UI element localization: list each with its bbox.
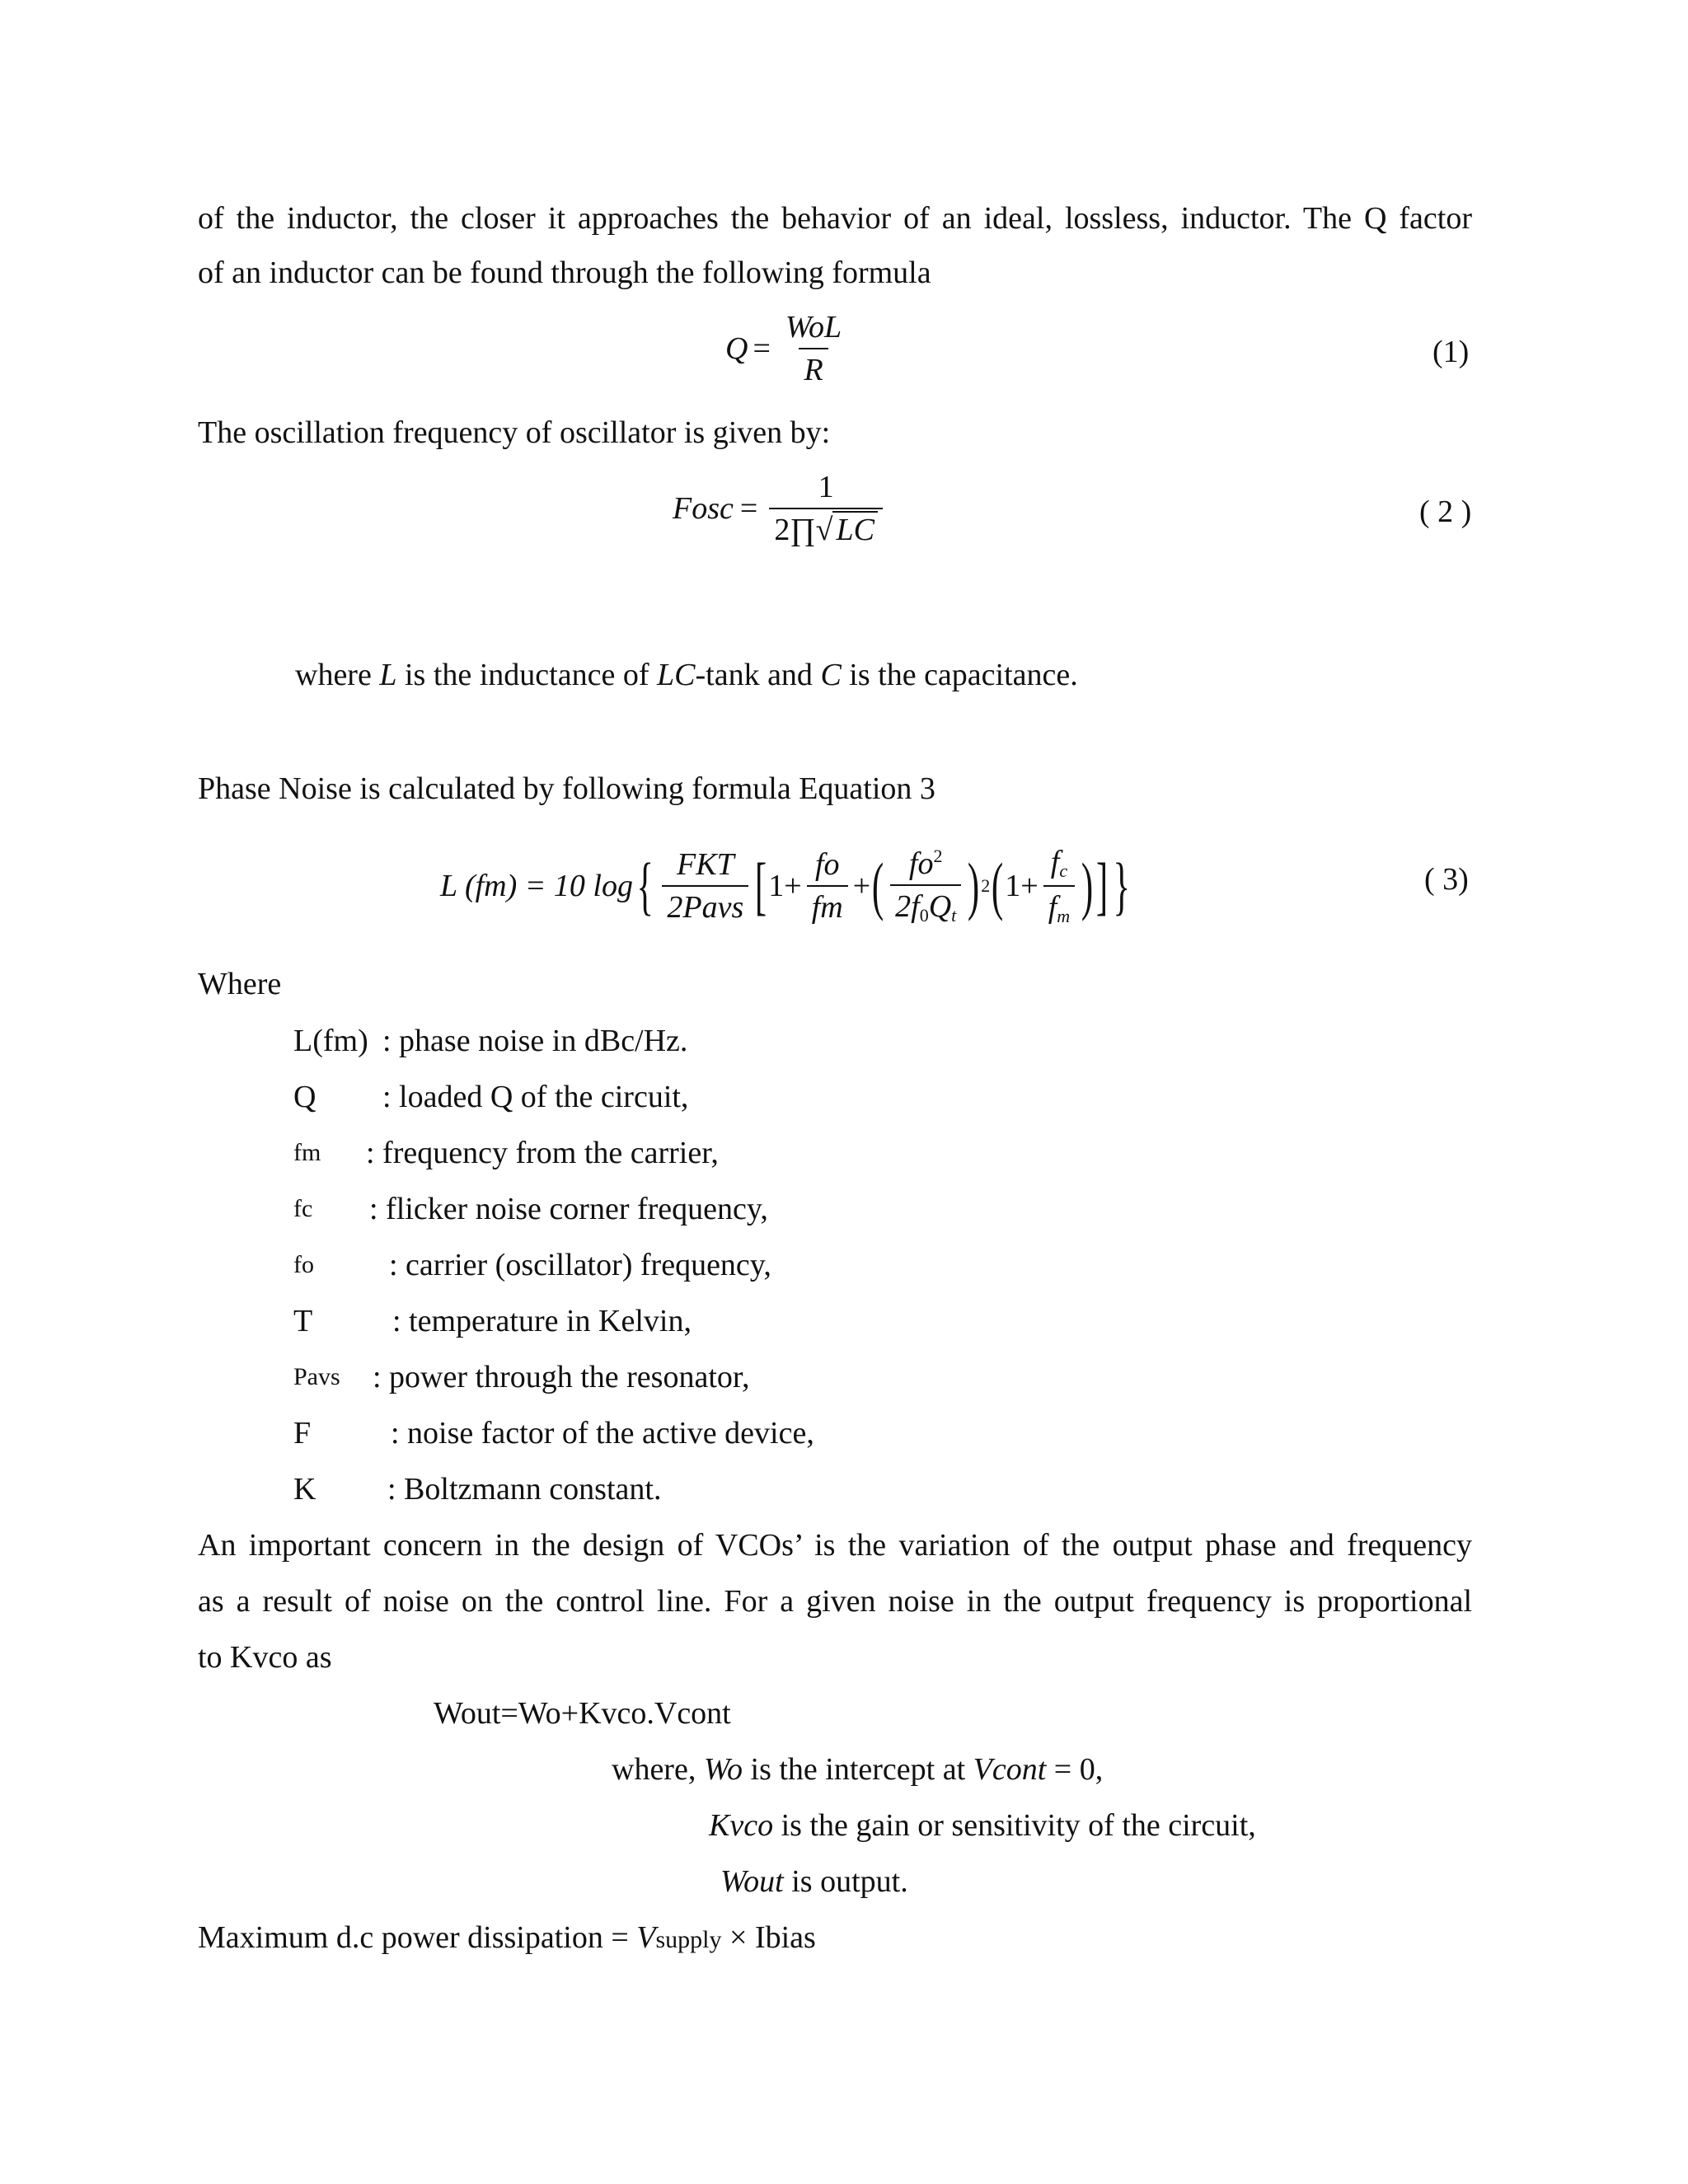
var-Vcont: Vcont [973,1752,1047,1787]
paren-left: ( [872,850,884,921]
equation-q-factor [725,312,851,386]
equation-phase-noise [440,824,1134,948]
def-description: : frequency from the carrier, [366,1136,719,1170]
def-description: : temperature in Kelvin, [392,1304,692,1338]
equation-number: ( 3) [1424,862,1469,897]
bracket-left: [ [755,850,767,921]
paragraph-line: An important concern in the design of VCOs’ is the variation of the output phase and frequency [198,1528,1472,1563]
subscript: t [951,905,957,926]
numerator: fo [814,847,840,882]
denominator-prefix: 2∏ [774,513,816,547]
exponent: 2 [933,846,943,866]
text: is output. [783,1864,908,1899]
def-symbol: fm [293,1139,321,1166]
denominator: 2Pavs [662,885,748,923]
denominator: 2f [895,889,920,924]
subscript: c [1059,860,1068,881]
paragraph-line [720,1866,908,1897]
var-LC: LC [657,658,696,692]
fraction-fkt [662,849,748,923]
plus: + [852,869,871,903]
times-sign: × [721,1920,755,1955]
var-Wout: Wout [720,1864,784,1899]
text: is the intercept at [743,1752,973,1787]
def-symbol: Q [293,1080,316,1114]
def-symbol: Pavs [293,1363,340,1390]
var-Kvco: Kvco [709,1808,774,1843]
one-plus: 1+ [1005,869,1039,903]
text: is the capacitance. [841,658,1078,692]
paren-left: ( [992,850,1004,921]
exponent: 2 [981,875,991,896]
numerator: FKT [677,847,734,882]
equation-wout: Wout=Wo+Kvco.Vcont [434,1696,731,1731]
equation-oscillation-frequency [673,471,888,546]
text: is the gain or sensitivity of the circuit, [773,1808,1256,1843]
fraction [781,312,846,386]
numerator: 1 [818,470,834,504]
def-description: : phase noise in dBc/Hz. [382,1024,688,1058]
text: where [295,658,380,692]
def-description: : noise factor of the active device, [391,1416,814,1451]
def-description: : Boltzmann constant. [387,1472,662,1507]
var-L: L [379,658,397,692]
var-Wo: Wo [703,1752,743,1787]
paren-right: ) [1081,850,1094,921]
eq-lhs: Fosc [673,491,734,526]
paragraph-line [612,1754,1103,1785]
def-symbol: L(fm) [293,1024,368,1058]
text: Ibias [754,1920,816,1955]
def-description: : power through the resonator, [373,1360,750,1394]
def-description: : carrier (oscillator) frequency, [389,1248,771,1282]
paragraph-line: The oscillation frequency of oscillator is given by: [198,415,831,450]
eq-lhs: Q [725,331,748,366]
one-plus: 1+ [768,869,802,903]
paragraph-line [198,1922,816,1953]
text: is the inductance of [396,658,657,692]
var-Q: Q [928,889,952,924]
paragraph-line [709,1810,1256,1841]
text: Maximum d.c power dissipation = [198,1920,637,1955]
eq-equals: = [753,331,771,366]
text: where, [612,1752,704,1787]
paragraph-line [295,659,1078,691]
eq-lhs: L (fm) = 10 log [440,869,633,903]
subscript: 0 [919,905,929,926]
def-symbol: T [293,1304,313,1338]
fraction-fc-fm [1043,846,1075,926]
sqrt-content: LC [832,511,877,547]
fraction-fo2 [890,847,961,925]
paragraph-line: Phase Noise is calculated by following formula Equation 3 [198,771,935,806]
sqrt-sign: √ [815,513,833,547]
var-V: V [636,1920,656,1955]
subscript-supply: supply [655,1926,722,1953]
def-symbol: F [293,1416,312,1451]
text: -tank and [695,658,821,692]
def-symbol: fo [293,1251,314,1278]
paren-right: ) [968,850,980,921]
denominator: fm [807,885,848,923]
var-C: C [820,658,842,692]
equation-number: ( 2 ) [1419,494,1472,529]
equation-number: (1) [1432,335,1470,369]
def-description: : loaded Q of the circuit, [382,1080,689,1114]
fraction [769,471,883,546]
paragraph-line: to Kvco as [198,1640,332,1675]
numerator: fo [908,846,934,881]
denominator: R [799,348,828,386]
paragraph-line: of an inductor can be found through the following formula [198,255,931,290]
denominator [769,508,883,546]
paragraph-line: of the inductor, the closer it approaches the behavior of an ideal, lossless, inductor. The Q factor [198,201,1472,236]
eq-equals: = [739,491,758,526]
fraction-fo-fm [807,849,848,923]
where-label: Where [198,967,282,1001]
bracket-right: ] [1095,850,1109,921]
brace-left: { [636,850,654,921]
text: = 0, [1046,1752,1104,1787]
paragraph-line: as a result of noise on the control line. For a given noise in the output frequency is proportional [198,1584,1472,1619]
subscript: m [1057,906,1071,926]
def-symbol: K [293,1472,316,1507]
denominator: f [1048,890,1057,925]
def-description: : flicker noise corner frequency, [369,1192,768,1226]
numerator: WoL [785,310,842,344]
brace-right: } [1113,850,1131,921]
numerator: f [1050,845,1060,879]
def-symbol: fc [293,1195,313,1222]
